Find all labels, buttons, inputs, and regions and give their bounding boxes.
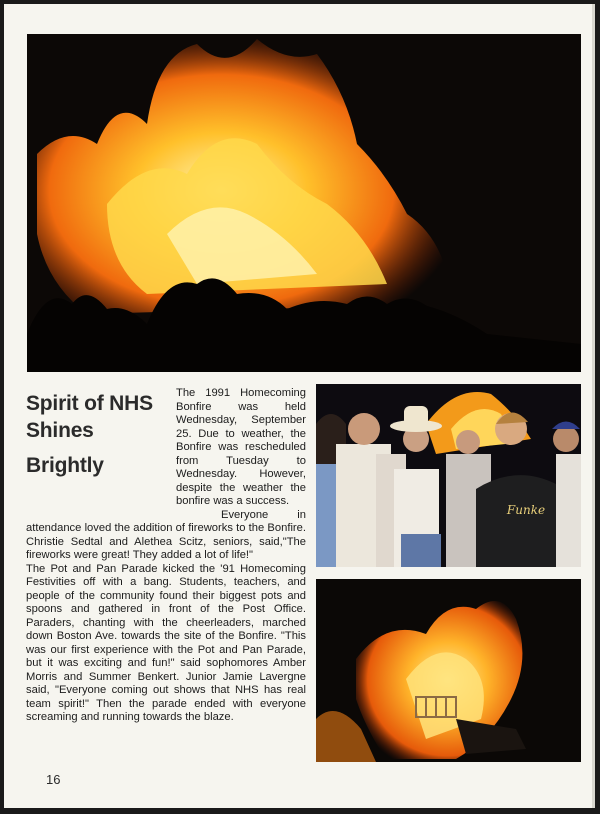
page-number: 16	[46, 772, 61, 787]
headline-line1: Spirit of NHS Shines	[26, 392, 153, 442]
paragraph-3: The Pot and Pan Parade kicked the '91 Homecoming Festivities off with a bang. Students, teachers, and people of the community found their biggest pots and spoons and gathered in front of the Post Office. Paraders, chanting with the cheerleaders, marched down Boston Ave. towards the site of the Bonfire. "This was our first experience with the Pot and Pan Parade, but it was exciting and fun!" said sophomores Amber Morris and Summer Benkert. Junior Jamie Lavergne said, "Everyone coming out shows that NHS has real team spirit!" Then the parade ended with everyone screaming and running towards the blaze.	[26, 562, 306, 723]
paragraph-2: Everyone in attendance loved the addition of fireworks to the Bonfire. Christie Sedtal and Alethea Scitz, seniors, said,"The fireworks were great! They added a lot of life!"	[26, 508, 306, 561]
crowd-photo	[316, 384, 581, 567]
headline-line2: Brightly	[26, 454, 104, 477]
fire-closeup-photo	[316, 579, 581, 762]
bonfire-photo	[27, 34, 581, 372]
jacket-lettering: Funke	[506, 503, 546, 517]
paragraph-1: The 1991 Homecoming Bonfire was held Wednesday, September 25. Due to weather, the Bonfire was rescheduled from Tuesday to Wednesday. However, despite the weather the bonfire was a success.	[176, 387, 306, 507]
yearbook-page	[4, 4, 595, 808]
article-body	[26, 387, 306, 725]
